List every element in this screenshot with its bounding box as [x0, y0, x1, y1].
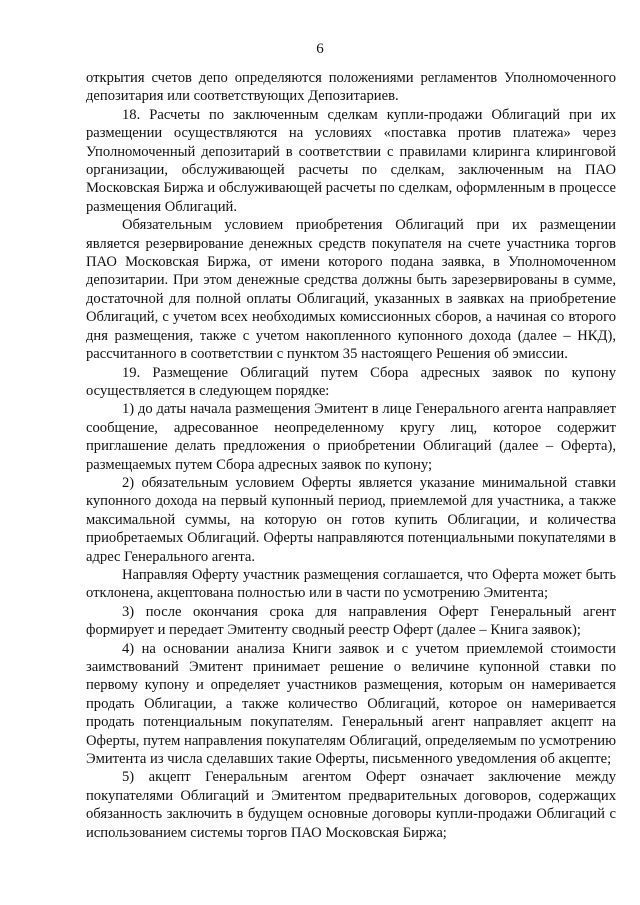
paragraph-step-5: 5) акцепт Генеральным агентом Оферт означает заключение между покупателями Облигаций и Эмитентом предварительных договоров, содержащих обязанность заключить в будущем основные договоры купли-продажи Облигаций с использованием системы торгов ПАО Московская Биржа; — [86, 769, 616, 841]
paragraph-offer-note: Направляя Оферту участник размещения соглашается, что Оферта может быть отклонена, акцептована полностью или в части по усмотрению Эмитента; — [86, 566, 616, 602]
document-body — [86, 69, 616, 842]
paragraph-step-2: 2) обязательным условием Оферты является указание минимальной ставки купонного дохода на первый купонный период, приемлемой для участника, а также максимальной суммы, на которую он готов купить Облигации, и количества приобретаемых Облигаций. Оферты направляются потенциальными покупателями в адрес Генерального агента. — [86, 474, 616, 565]
paragraph-continuation: открытия счетов депо определяются положениями регламентов Уполномоченного депозитария или соответствующих Депозитариев. — [86, 70, 616, 105]
paragraph-reservation-condition: Обязательным условием приобретения Облигаций при их размещении является резервирование денежных средств покупателя на счете участника торгов ПАО Московская Биржа, от имени которого подана заявка, в Уполномоченном депозитарии. При этом денежные средства должны быть зарезервированы в сумме, достаточной для полной оплаты Облигаций, указанных в заявках на приобретение Облигаций, с учетом всех необходимых комиссионных сборов, а начиная со второго дня размещения, также с учетом накопленного купонного дохода (далее – НКД), рассчитанного в соответствии с пунктом 35 настоящего Решения об эмиссии. — [86, 217, 616, 363]
paragraph-step-4: 4) на основании анализа Книги заявок и с учетом приемлемой стоимости заимствований Эмитент принимает решение о величине купонной ставки по первому купону и определяет участников размещения, которым он намеривается продать Облигации, а также количество Облигаций, которое он намеривается продать потенциальным покупателям. Генеральный агент направляет акцепт на Оферты, путем направления покупателям Облигаций, определяемым по усмотрению Эмитента из числа сделавших такие Оферты, письменного уведомления об акцепте; — [86, 640, 616, 768]
paragraph-step-1: 1) до даты начала размещения Эмитент в лице Генерального агента направляет сообщение, адресованное неопределенному кругу лиц, которое содержит приглашение делать предложения о приобретении Облигаций (далее – Оферта), размещаемых путем Сбора адресных заявок по купону; — [86, 401, 616, 473]
page-number: 6 — [316, 41, 324, 57]
paragraph-step-3: 3) после окончания срока для направления Оферт Генеральный агент формирует и передает Эмитенту сводный реестр Оферт (далее – Книга заявок); — [86, 603, 616, 639]
paragraph-item-18: 18. Расчеты по заключенным сделкам купли-продажи Облигаций при их размещении осуществляются на условиях «поставка против платежа» через Уполномоченный депозитарий в соответствии с правилами клиринга клиринговой организации, обслуживающей расчеты по сделкам, заключенным на ПАО Московская Биржа и обслуживающей расчеты по сделкам, оформленным в процессе размещения Облигаций. — [86, 106, 616, 215]
paragraph-item-19: 19. Размещение Облигаций путем Сбора адресных заявок по купону осуществляется в следующем порядке: — [86, 364, 616, 399]
